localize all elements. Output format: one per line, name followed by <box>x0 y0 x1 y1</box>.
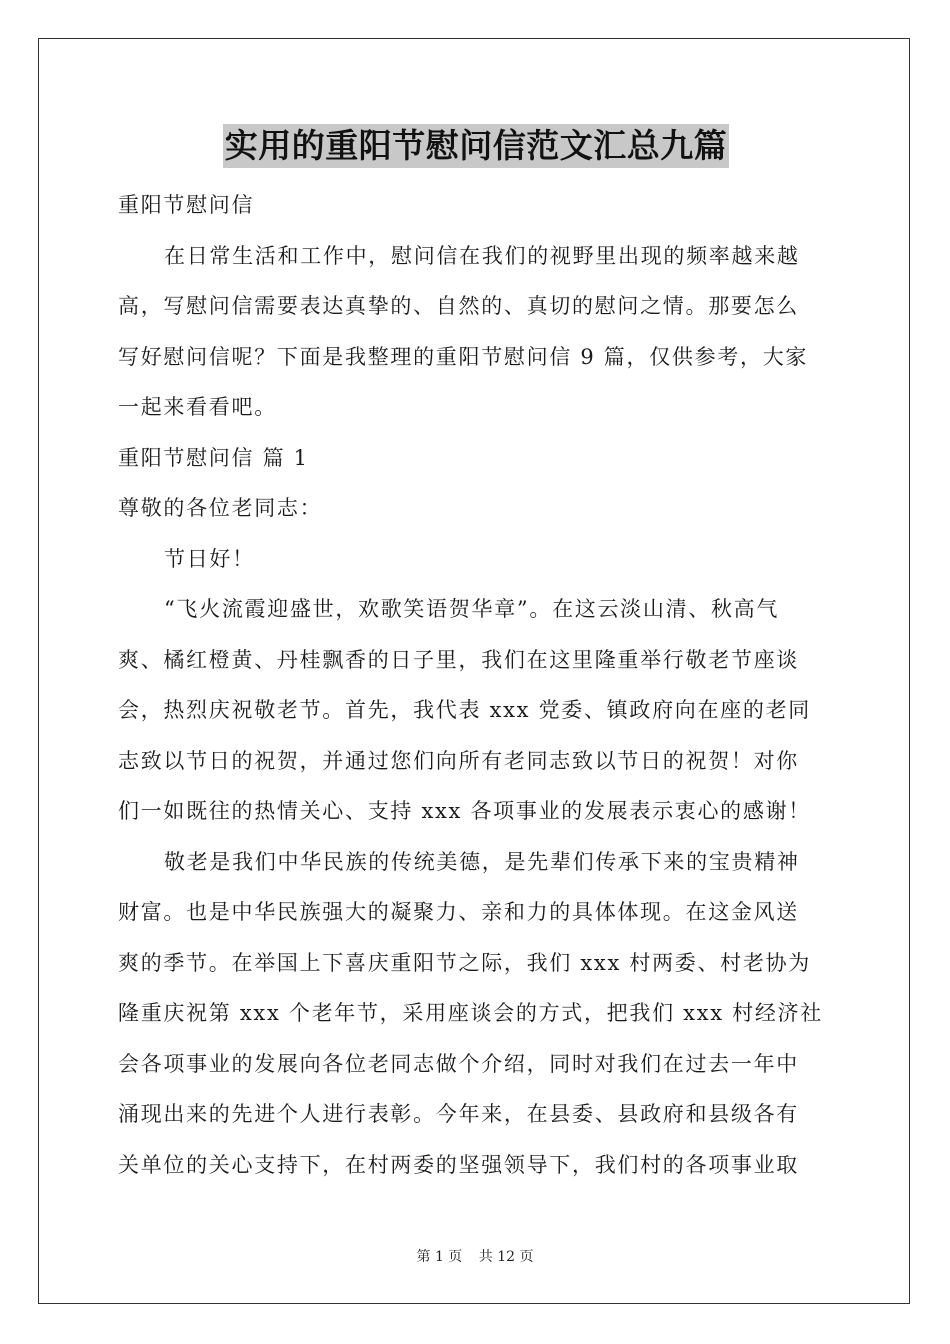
paragraph-line: 隆重庆祝第 xxx 个老年节，采用座谈会的方式，把我们 xxx 村经济社 <box>118 1001 823 1025</box>
paragraph-line: 志致以节日的祝贺，并通过您们向所有老同志致以节日的祝贺！对你 <box>118 748 799 773</box>
paragraph-line: 在日常生活和工作中，慰问信在我们的视野里出现的频率越来越 <box>164 243 800 268</box>
paragraph-line: 敬老是我们中华民族的传统美德，是先辈们传承下来的宝贵精神 <box>164 849 800 874</box>
paragraph-line: 会各项事业的发展向各位老同志做个介绍，同时对我们在过去一年中 <box>118 1051 799 1076</box>
page-number: 第 1 页 <box>416 1249 463 1265</box>
salutation: 尊敬的各位老同志： <box>118 496 323 520</box>
paragraph-line: 爽的季节。在举国上下喜庆重阳节之际，我们 xxx 村两委、村老协为 <box>118 950 811 975</box>
page-footer <box>0 1246 950 1266</box>
greeting: 节日好！ <box>164 546 255 571</box>
paragraph-line: 财富。也是中华民族强大的凝聚力、亲和力的具体体现。在这金风送 <box>118 900 799 924</box>
paragraph-line: 爽、橘红橙黄、丹桂飘香的日子里，我们在这里隆重举行敬老节座谈 <box>118 647 799 672</box>
page-total: 共 12 页 <box>478 1249 534 1265</box>
paragraph-line: 们一如既往的热情关心、支持 xxx 各项事业的发展表示衷心的感谢！ <box>118 799 811 823</box>
paragraph-line: 高，写慰问信需要表达真挚的、自然的、真切的慰问之情。那要怎么 <box>118 294 799 318</box>
paragraph-line: 关单位的关心支持下，在村两委的坚强领导下，我们村的各项事业取 <box>118 1152 799 1177</box>
paragraph-line: “飞火流霞迎盛世，欢歌笑语贺华章”。在这云淡山清、秋高气 <box>164 597 780 621</box>
section-heading: 重阳节慰问信 篇 1 <box>118 445 309 470</box>
paragraph-line: 涌现出来的先进个人进行表彰。今年来，在县委、县政府和县级各有 <box>118 1102 799 1126</box>
paragraph-line: 一起来看看吧。 <box>118 395 277 419</box>
section-heading: 重阳节慰问信 <box>118 193 255 217</box>
document-body <box>118 124 834 1190</box>
title-container <box>118 124 834 170</box>
paragraph-line: 写好慰问信呢？下面是我整理的重阳节慰问信 9 篇，仅供参考，大家 <box>118 344 809 369</box>
document-title: 实用的重阳节慰问信范文汇总九篇 <box>223 124 730 168</box>
paragraph-line: 会，热烈庆祝敬老节。首先，我代表 xxx 党委、镇政府向在座的老同 <box>118 698 811 722</box>
